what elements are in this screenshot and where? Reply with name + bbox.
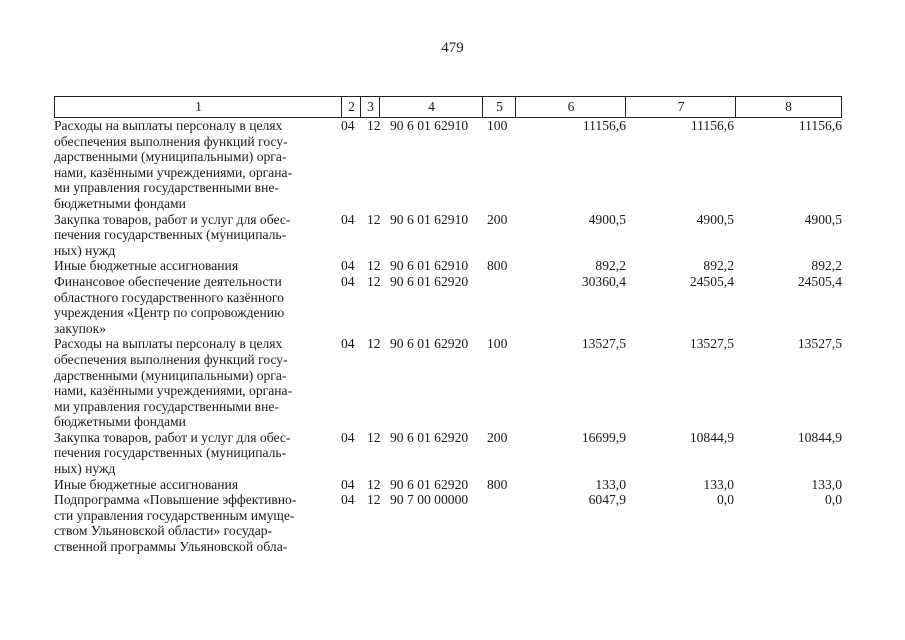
table-row xyxy=(54,212,842,259)
amount-col-7: 11156,6 xyxy=(690,118,734,133)
row-description xyxy=(54,477,334,493)
section-code: 04 xyxy=(341,492,355,508)
table-row xyxy=(54,118,842,212)
description-line: дарственными (муниципальными) орга- xyxy=(54,149,287,165)
section-code: 04 xyxy=(341,211,355,227)
description-line: обеспечения выполнения функций госу- xyxy=(54,351,288,367)
section-code: 04 xyxy=(341,429,355,445)
header-col-4: 4 xyxy=(379,97,483,117)
table-row xyxy=(54,430,842,477)
description-line: бюджетными фондами xyxy=(54,414,186,430)
amount-col-8: 13527,5 xyxy=(797,336,842,352)
section-code: 04 xyxy=(341,258,355,274)
description-line: Закупка товаров, работ и услуг для обес- xyxy=(54,429,291,445)
description-line: Подпрограмма «Повышение эффективно- xyxy=(54,492,297,508)
amount-col-7: 892,2 xyxy=(703,258,734,274)
table-row xyxy=(54,492,842,554)
table-row xyxy=(54,258,842,274)
description-line: бюджетными фондами xyxy=(54,195,186,211)
target-article-code: 90 6 01 62920 xyxy=(390,273,469,289)
header-col-1: 1 xyxy=(54,97,342,117)
description-line: ством Ульяновской области» государ- xyxy=(54,523,273,539)
section-code: 04 xyxy=(341,476,355,492)
amount-col-8: 892,2 xyxy=(811,258,842,274)
amount-col-7: 4900,5 xyxy=(696,211,734,227)
description-line: нами, казёнными учреждениями, органа- xyxy=(54,164,293,180)
target-article-code: 90 7 00 00000 xyxy=(390,492,469,508)
description-line: ственной программы Ульяновской обла- xyxy=(54,539,288,555)
amount-col-8: 24505,4 xyxy=(797,273,842,289)
target-article-code: 90 6 01 62920 xyxy=(390,429,469,445)
description-line: Иные бюджетные ассигнования xyxy=(54,476,239,492)
description-line: ми управления государственными вне- xyxy=(54,398,279,414)
expense-type-code: 200 xyxy=(487,211,508,227)
amount-col-8: 11156,6 xyxy=(798,118,842,133)
expense-type-code: 800 xyxy=(487,476,508,492)
amount-col-7: 133,0 xyxy=(703,476,734,492)
description-line: Расходы на выплаты персоналу в целях xyxy=(54,336,283,352)
amount-col-6: 133,0 xyxy=(595,476,626,492)
description-line: Финансовое обеспечение деятельности xyxy=(54,273,282,289)
description-line: закупок» xyxy=(54,320,107,336)
expense-type-code: 100 xyxy=(487,336,508,352)
row-description xyxy=(54,258,334,274)
amount-col-6: 6047,9 xyxy=(588,492,626,508)
expense-type-code: 100 xyxy=(487,118,508,133)
table-row xyxy=(54,336,842,430)
description-line: печения государственных (муниципаль- xyxy=(54,445,287,461)
subsection-code: 12 xyxy=(367,492,381,508)
header-col-5: 5 xyxy=(482,97,516,117)
amount-col-8: 10844,9 xyxy=(797,429,842,445)
page-number: 479 xyxy=(441,40,464,56)
description-line: ных) нужд xyxy=(54,242,116,258)
description-line: Закупка товаров, работ и услуг для обес- xyxy=(54,211,291,227)
table-row xyxy=(54,477,842,493)
description-line: ми управления государственными вне- xyxy=(54,180,279,196)
expense-type-code: 200 xyxy=(487,429,508,445)
subsection-code: 12 xyxy=(367,336,381,352)
row-description xyxy=(54,430,334,477)
amount-col-6: 892,2 xyxy=(595,258,626,274)
subsection-code: 12 xyxy=(367,118,381,133)
target-article-code: 90 6 01 62910 xyxy=(390,258,469,274)
description-line: областного государственного казённого xyxy=(54,289,284,305)
description-line: обеспечения выполнения функций госу- xyxy=(54,133,288,149)
section-code: 04 xyxy=(341,273,355,289)
description-line: сти управления государственным имуще- xyxy=(54,507,295,523)
description-line: дарственными (муниципальными) орга- xyxy=(54,367,287,383)
target-article-code: 90 6 01 62920 xyxy=(390,336,469,352)
subsection-code: 12 xyxy=(367,211,381,227)
row-description xyxy=(54,336,334,430)
subsection-code: 12 xyxy=(367,273,381,289)
amount-col-7: 24505,4 xyxy=(689,273,734,289)
amount-col-7: 0,0 xyxy=(717,492,734,508)
description-line: печения государственных (муниципаль- xyxy=(54,227,287,243)
amount-col-6: 30360,4 xyxy=(581,273,626,289)
expense-type-code: 800 xyxy=(487,258,508,274)
description-line: нами, казёнными учреждениями, органа- xyxy=(54,383,293,399)
amount-col-6: 11156,6 xyxy=(582,118,626,133)
amount-col-6: 13527,5 xyxy=(581,336,626,352)
row-description xyxy=(54,492,334,554)
amount-col-8: 133,0 xyxy=(811,476,842,492)
target-article-code: 90 6 01 62910 xyxy=(390,118,469,133)
subsection-code: 12 xyxy=(367,258,381,274)
description-line: Иные бюджетные ассигнования xyxy=(54,258,239,274)
table-header-row xyxy=(54,96,842,118)
row-description xyxy=(54,274,334,336)
amount-col-7: 10844,9 xyxy=(689,429,734,445)
subsection-code: 12 xyxy=(367,429,381,445)
amount-col-7: 13527,5 xyxy=(689,336,734,352)
description-line: ных) нужд xyxy=(54,461,116,477)
header-col-6: 6 xyxy=(515,97,626,117)
section-code: 04 xyxy=(341,118,355,133)
table-body xyxy=(54,118,842,555)
amount-col-8: 4900,5 xyxy=(804,211,842,227)
target-article-code: 90 6 01 62920 xyxy=(390,476,469,492)
amount-col-6: 4900,5 xyxy=(588,211,626,227)
header-col-3: 3 xyxy=(360,97,380,117)
header-col-2: 2 xyxy=(341,97,361,117)
subsection-code: 12 xyxy=(367,476,381,492)
description-line: учреждения «Центр по сопровождению xyxy=(54,305,285,321)
row-description xyxy=(54,212,334,259)
budget-table xyxy=(54,96,842,555)
header-col-8: 8 xyxy=(735,97,842,117)
row-description xyxy=(54,118,334,212)
amount-col-6: 16699,9 xyxy=(581,429,626,445)
table-row xyxy=(54,274,842,336)
header-col-7: 7 xyxy=(625,97,736,117)
amount-col-8: 0,0 xyxy=(825,492,842,508)
section-code: 04 xyxy=(341,336,355,352)
target-article-code: 90 6 01 62910 xyxy=(390,211,469,227)
description-line: Расходы на выплаты персоналу в целях xyxy=(54,118,283,133)
